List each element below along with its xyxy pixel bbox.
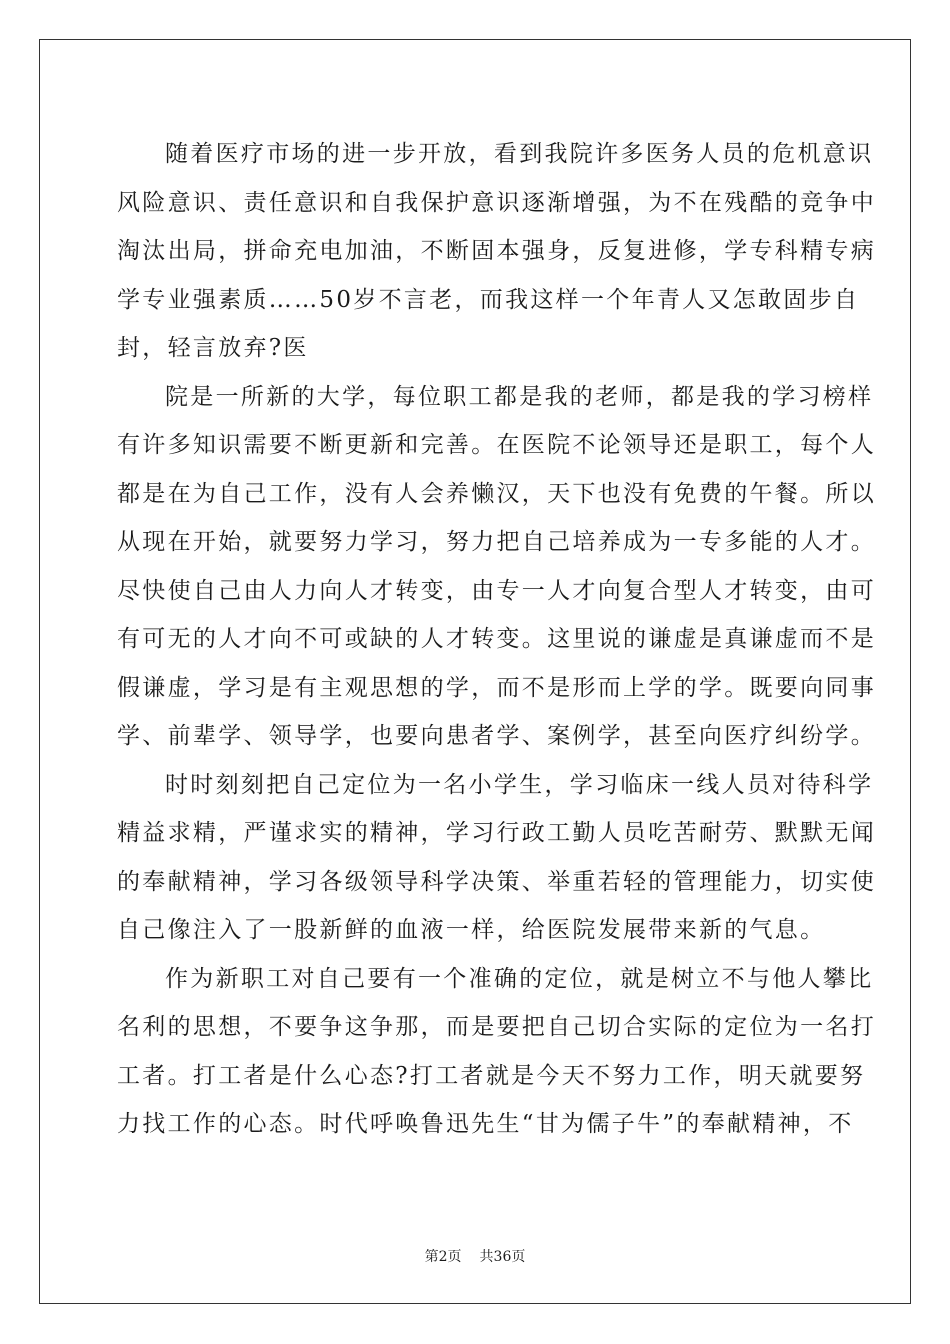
text-line: 时时刻刻把自己定位为一名小学生，学习临床一线人员对待科学 [165,771,874,798]
text-line: 作为新职工对自己要有一个准确的定位，就是树立不与他人攀比 [165,965,874,992]
text-line: 有许多知识需要不断更新和完善。在医院不论领导还是职工，每个人 [117,432,876,458]
page-number: 第2页 [424,1249,462,1265]
text-line: 力找工作的心态。时代呼唤鲁迅先生“甘为儒子牛”的奉献精神，不 [117,1111,854,1137]
text-line: 名利的思想，不要争这争那，而是要把自己切合实际的定位为一名打 [117,1014,876,1040]
page-total: 共36页 [479,1249,526,1265]
text-line: 自己像注入了一股新鲜的血液一样，给医院发展带来新的气息。 [117,917,826,943]
text-line: 封，轻言放弃?医 [117,335,309,361]
text-line: 工者。打工者是什么心态?打工者就是今天不努力工作，明天就要努 [117,1062,866,1089]
text-line: 都是在为自己工作，没有人会养懒汉，天下也没有免费的午餐。所以 [117,480,876,507]
text-line: 假谦虚，学习是有主观思想的学，而不是形而上学的学。既要向同事 [117,674,876,701]
text-line: 风险意识、责任意识和自我保护意识逐渐增强，为不在残酷的竞争中 [117,189,876,216]
text-line: 学专业强素质……50岁不言老，而我这样一个年青人又怎敢固步自 [117,286,860,313]
text-line: 院是一所新的大学，每位职工都是我的老师，都是我的学习榜样 [165,383,874,410]
text-line: 的奉献精神，学习各级领导科学决策、举重若轻的管理能力，切实使 [117,868,876,895]
document-body [117,130,876,1149]
page-footer [0,1246,950,1266]
text-line: 尽快使自己由人力向人才转变，由专一人才向复合型人才转变，由可 [117,577,876,604]
text-line: 精益求精，严谨求实的精神，学习行政工勤人员吃苦耐劳、默默无闻 [117,820,876,846]
text-line: 从现在开始，就要努力学习，努力把自己培养成为一专多能的人才。 [117,529,876,555]
text-line: 随着医疗市场的进一步开放，看到我院许多医务人员的危机意识 [165,141,874,167]
text-line: 淘汰出局，拼命充电加油，不断固本强身，反复进修，学专科精专病 [117,238,876,264]
text-line: 有可无的人才向不可或缺的人才转变。这里说的谦虚是真谦虚而不是 [117,626,876,652]
text-line: 学、前辈学、领导学，也要向患者学、案例学，甚至向医疗纠纷学。 [117,723,876,749]
